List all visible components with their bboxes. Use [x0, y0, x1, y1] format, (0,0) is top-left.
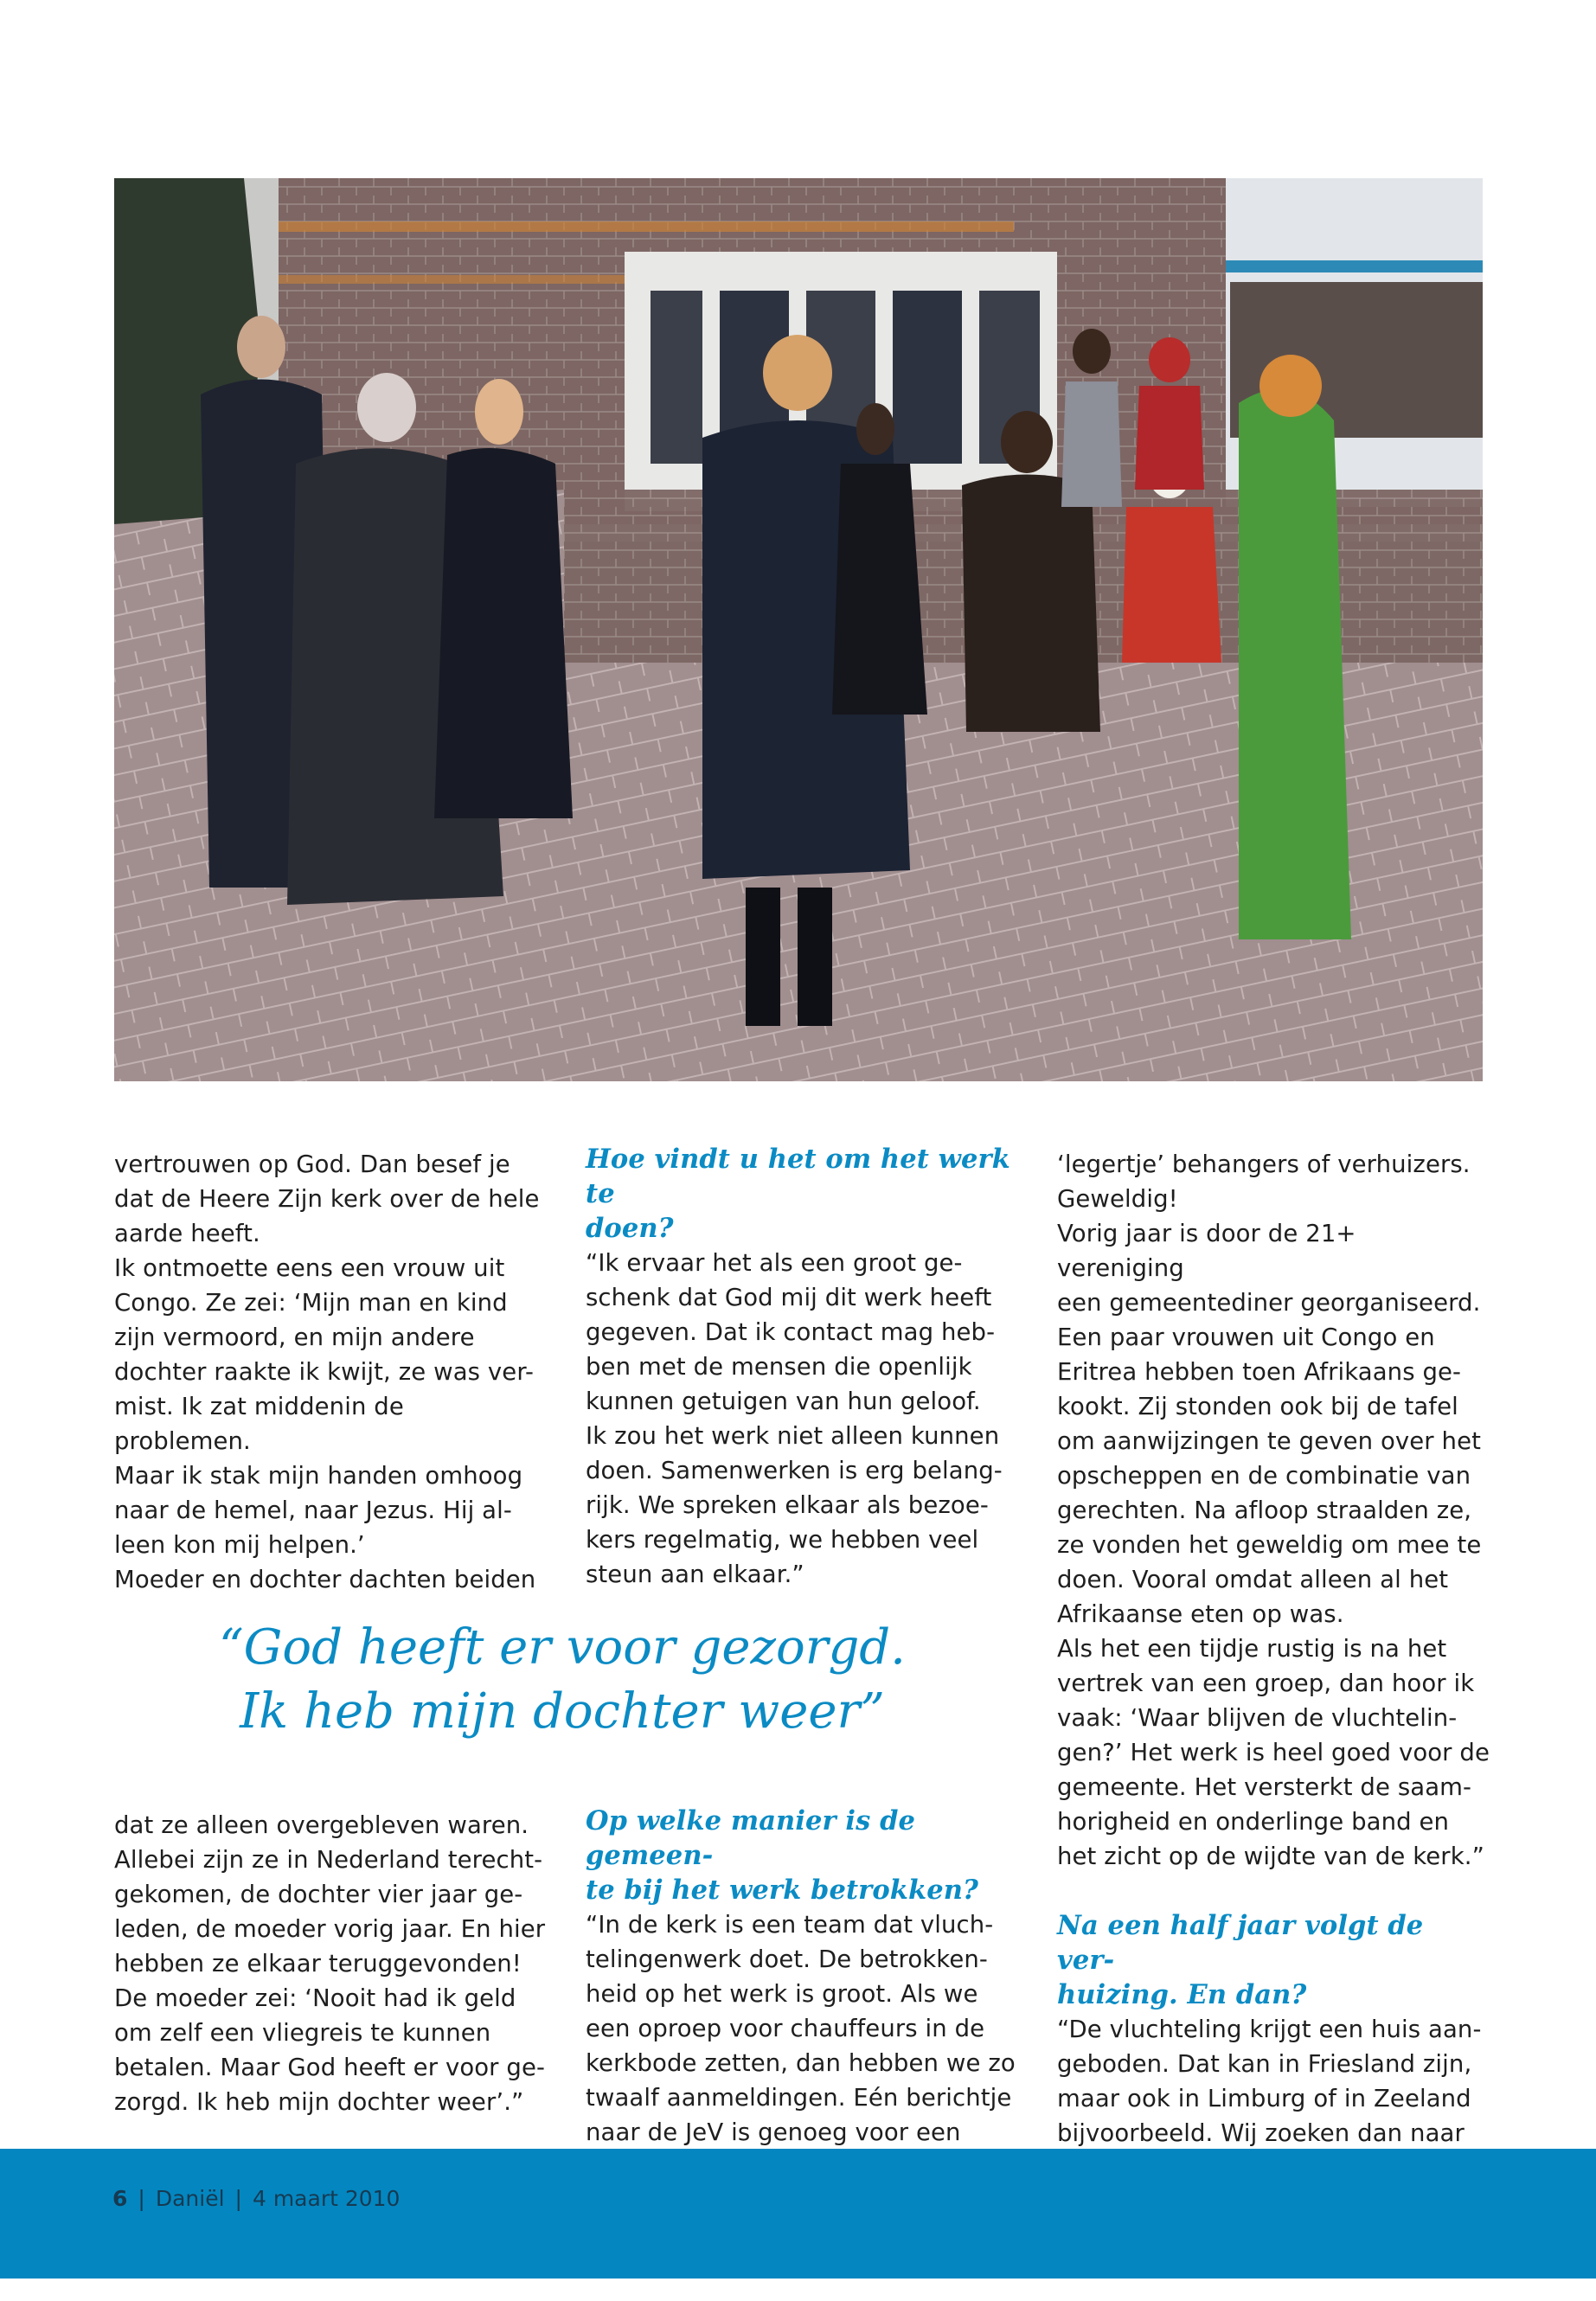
text-line: schenk dat God mij dit werk heeft: [586, 1284, 992, 1311]
text-line: betalen. Maar God heeft er voor ge-: [114, 2054, 546, 2081]
text-line: “De vluchteling krijgt een huis aan-: [1057, 2016, 1482, 2043]
text-line: geboden. Dat kan in Friesland zijn,: [1057, 2050, 1472, 2078]
text-line: gekomen, de dochter vier jaar ge-: [114, 1881, 523, 1908]
text-line: zorgd. Ik heb mijn dochter weer’.”: [114, 2088, 524, 2116]
page-number: 6: [112, 2186, 128, 2211]
text-line: “Ik ervaar het als een groot ge-: [586, 1249, 963, 1277]
text-line: ze vonden het geweldig om mee te: [1057, 1531, 1482, 1559]
text-line: mist. Ik zat middenin de problemen.: [114, 1393, 404, 1455]
text-line: Een paar vrouwen uit Congo en: [1057, 1324, 1435, 1351]
text-line: twaalf aanmeldingen. Eén berichtje: [586, 2084, 1012, 2112]
text-line: steun aan elkaar.”: [586, 1561, 804, 1588]
text-line: Als het een tijdje rustig is na het: [1057, 1635, 1447, 1663]
text-line: Geweldig!: [1057, 1185, 1178, 1213]
text-line: ben met de mensen die openlijk: [586, 1353, 972, 1381]
text-line: om aanwijzingen te geven over het: [1057, 1427, 1481, 1455]
column-3: [1057, 1147, 1490, 2185]
text-line: hebben ze elkaar teruggevonden!: [114, 1950, 522, 1977]
text-line: “In de kerk is een team dat vluch-: [586, 1911, 994, 1939]
text-line: gen?’ Het werk is heel goed voor de: [1057, 1739, 1490, 1766]
interview-question: te bij het werk betrokken?: [586, 1875, 978, 1906]
text-line: vaak: ‘Waar blijven de vluchtelin-: [1057, 1704, 1458, 1732]
text-line: gegeven. Dat ik contact mag heb-: [586, 1318, 996, 1346]
text-line: doen. Samenwerken is erg belang-: [586, 1457, 1003, 1484]
pull-quote-line: “God heeft er voor gezorgd.: [219, 1619, 906, 1676]
page-folio: [112, 2186, 400, 2211]
text-line: Ik ontmoette eens een vrouw uit: [114, 1254, 505, 1282]
text-line: Congo. Ze zei: ‘Mijn man en kind: [114, 1289, 508, 1317]
text-line: aarde heeft.: [114, 1220, 260, 1247]
text-line: een oproep voor chauffeurs in de: [586, 2015, 985, 2042]
column-2-top: [586, 1142, 1018, 1592]
text-line: naar de hemel, naar Jezus. Hij al-: [114, 1497, 512, 1524]
separator: |: [138, 2186, 145, 2211]
text-line: bijvoorbeeld. Wij zoeken dan naar: [1057, 2119, 1465, 2147]
text-line: dochter raakte ik kwijt, ze was ver-: [114, 1358, 534, 1386]
group-photo: [114, 178, 1483, 1081]
text-line: zijn vermoord, en mijn andere: [114, 1324, 475, 1351]
text-line: kerkbode zetten, dan hebben we zo: [586, 2049, 1016, 2077]
text-line: gerechten. Na afloop straalden ze,: [1057, 1497, 1472, 1524]
text-line: een gemeentediner georganiseerd.: [1057, 1289, 1481, 1317]
text-line: telingenwerk doet. De betrokken-: [586, 1945, 988, 1973]
issue-date: 4 maart 2010: [252, 2186, 401, 2211]
text-line: het zicht op de wijdte van de kerk.”: [1057, 1843, 1484, 1870]
spacer: [1057, 1874, 1490, 1908]
text-line: gemeente. Het versterkt de saam-: [1057, 1773, 1472, 1801]
photo-illustration: [114, 178, 1483, 1081]
text-line: dat de Heere Zijn kerk over de hele: [114, 1185, 540, 1213]
text-line: Ik zou het werk niet alleen kunnen: [586, 1422, 1000, 1450]
column-1-bottom: [114, 1808, 547, 2119]
footer-band: [0, 2149, 1596, 2279]
text-line: kookt. Zij stonden ook bij de tafel: [1057, 1393, 1458, 1420]
text-line: vertrouwen op God. Dan besef je: [114, 1150, 510, 1178]
pull-quote-line: Ik heb mijn dochter weer”: [240, 1683, 885, 1740]
interview-question: doen?: [586, 1213, 674, 1244]
column-2-bottom: [586, 1804, 1018, 2150]
text-line: om zelf een vliegreis te kunnen: [114, 2019, 491, 2047]
text-line: Vorig jaar is door de 21+ vereniging: [1057, 1220, 1356, 1282]
text-line: maar ook in Limburg of in Zeeland: [1057, 2085, 1471, 2112]
interview-question: huizing. En dan?: [1057, 1979, 1307, 2010]
separator: |: [234, 2186, 242, 2211]
text-line: De moeder zei: ‘Nooit had ik geld: [114, 1984, 516, 2012]
text-line: opscheppen en de combinatie van: [1057, 1462, 1471, 1490]
text-line: horigheid en onderlinge band en: [1057, 1808, 1450, 1836]
interview-question: Na een half jaar volgt de ver-: [1057, 1910, 1424, 1976]
magazine-name: Daniël: [155, 2186, 225, 2211]
pull-quote: [182, 1616, 943, 1744]
text-line: leen kon mij helpen.’: [114, 1531, 365, 1559]
interview-question: Hoe vindt u het om het werk te: [586, 1144, 1010, 1209]
text-line: Moeder en dochter dachten beiden: [114, 1566, 536, 1593]
column-1-top: [114, 1147, 547, 1597]
text-line: kers regelmatig, we hebben veel: [586, 1526, 979, 1554]
text-line: Maar ik stak mijn handen omhoog: [114, 1462, 523, 1490]
text-line: leden, de moeder vorig jaar. En hier: [114, 1915, 546, 1943]
text-line: rijk. We spreken elkaar als bezoe-: [586, 1491, 989, 1519]
text-line: naar de JeV is genoeg voor een: [586, 2118, 961, 2146]
text-line: Allebei zijn ze in Nederland terecht-: [114, 1846, 543, 1874]
text-line: ‘legertje’ behangers of verhuizers.: [1057, 1150, 1471, 1178]
text-line: vertrek van een groep, dan hoor ik: [1057, 1670, 1475, 1697]
interview-question: Op welke manier is de gemeen-: [586, 1805, 916, 1871]
text-line: Eritrea hebben toen Afrikaans ge-: [1057, 1358, 1462, 1386]
text-line: dat ze alleen overgebleven waren.: [114, 1811, 529, 1839]
text-line: doen. Vooral omdat alleen al het: [1057, 1566, 1449, 1593]
text-line: Afrikaanse eten op was.: [1057, 1600, 1344, 1628]
text-line: heid op het werk is groot. Als we: [586, 1980, 978, 2008]
text-line: kunnen getuigen van hun geloof.: [586, 1388, 981, 1415]
